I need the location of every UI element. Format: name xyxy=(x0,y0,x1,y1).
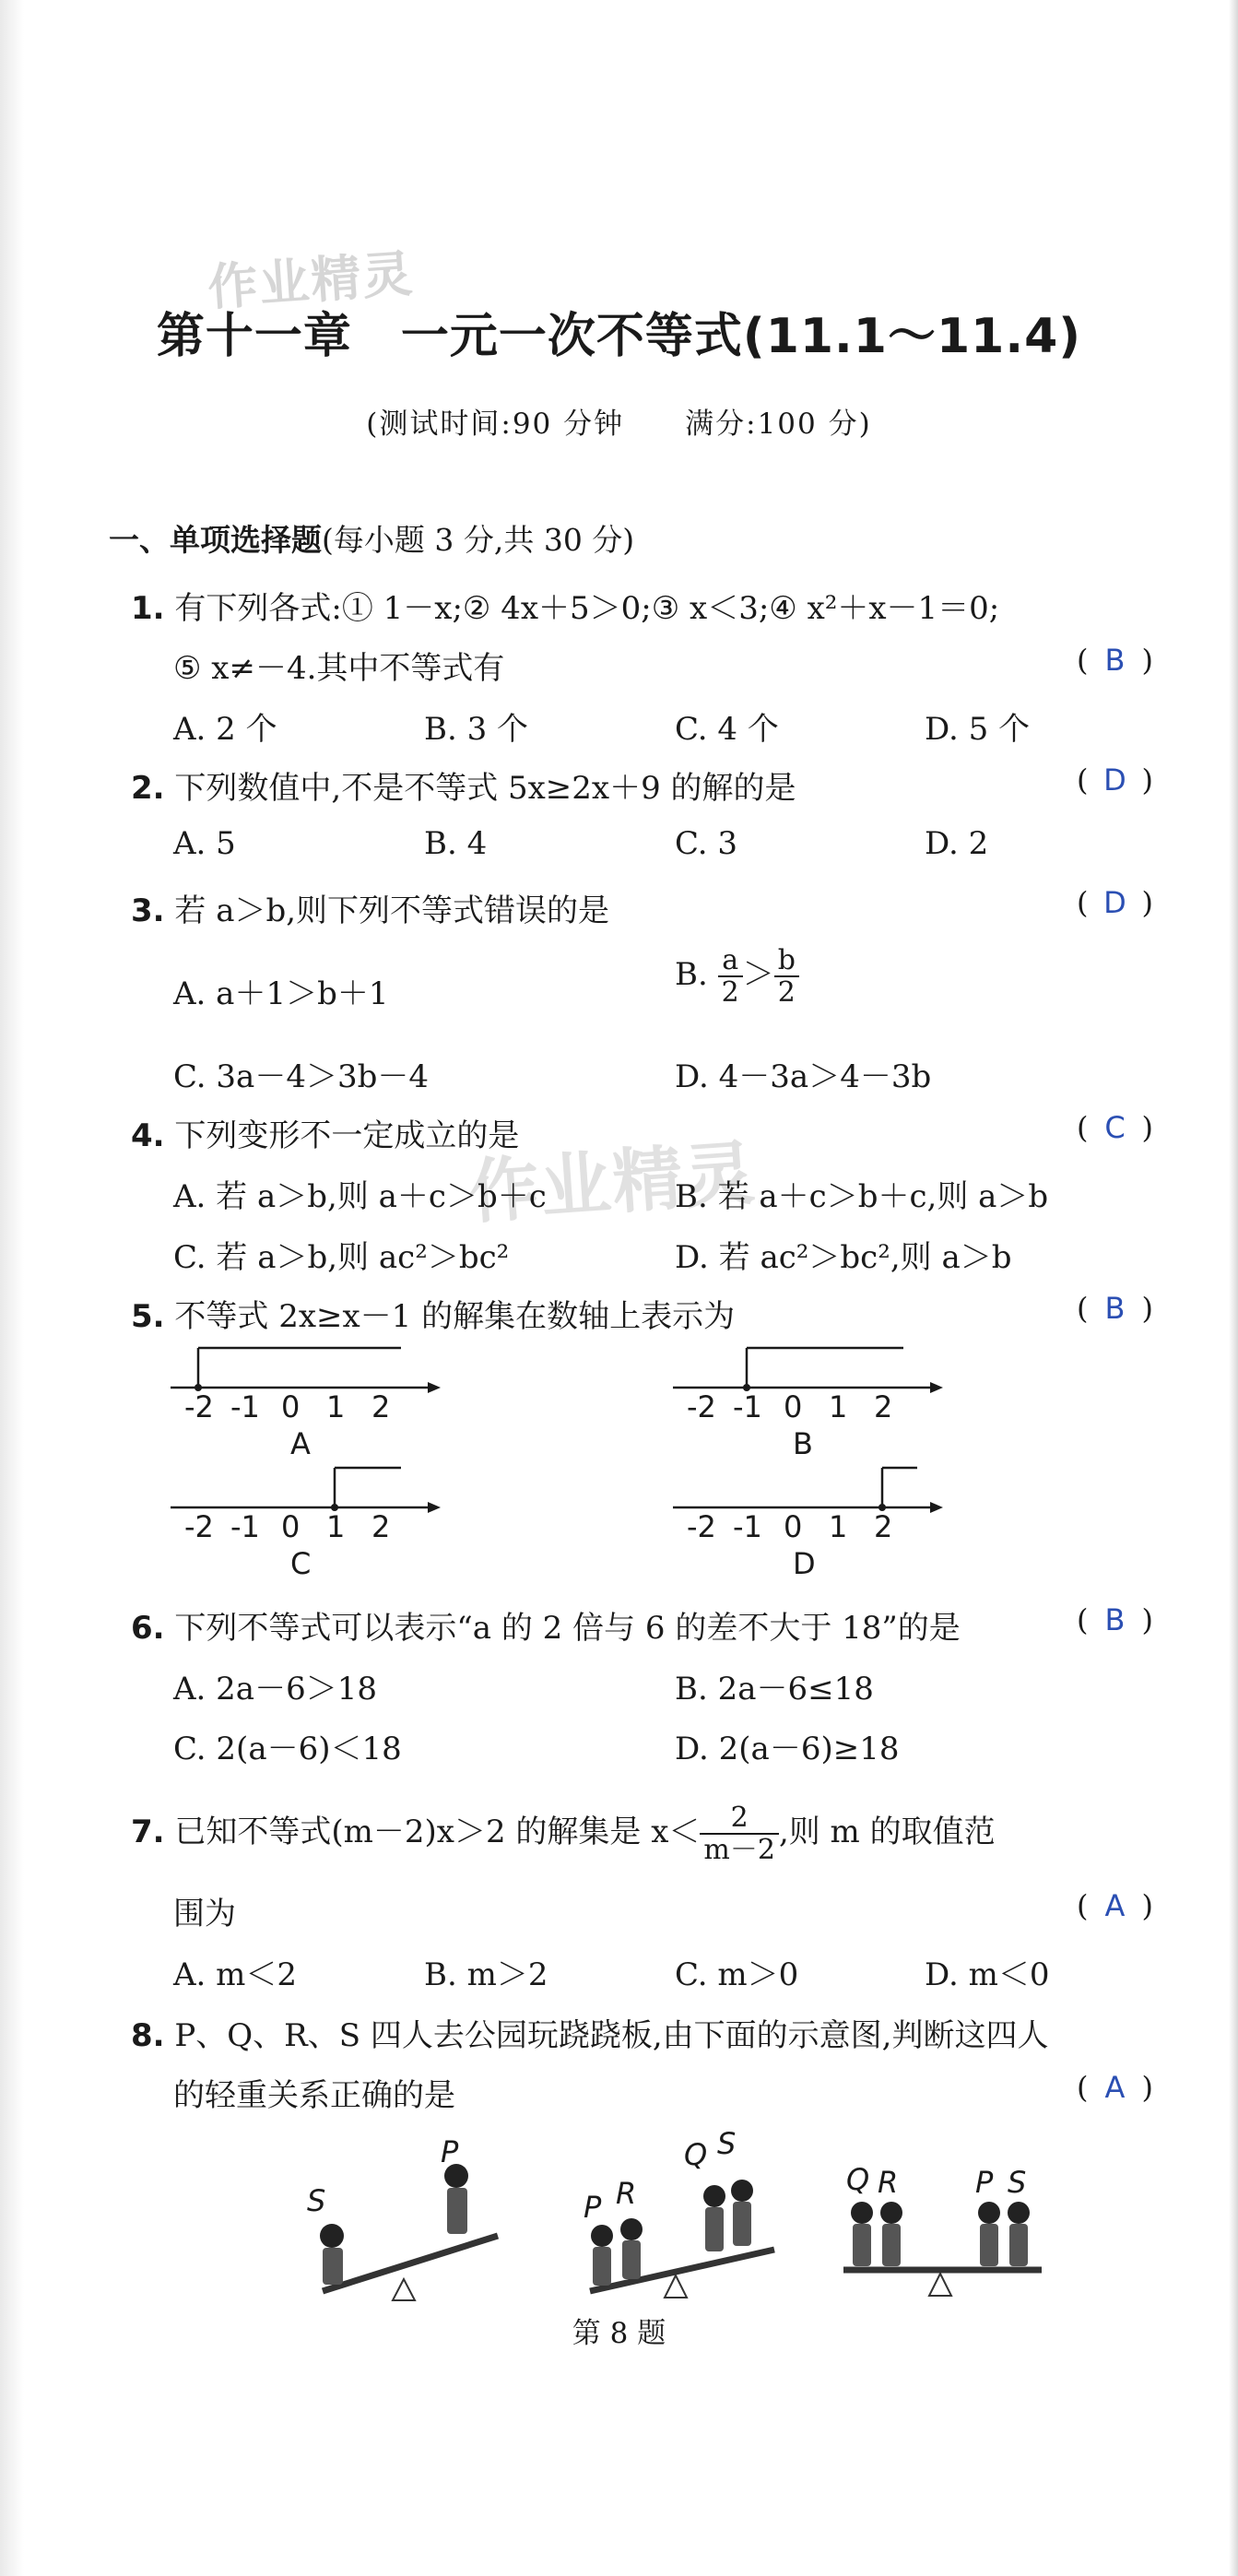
q6-option-b: B. 2a－6≤18 xyxy=(675,1671,874,1707)
person-s-body xyxy=(1009,2224,1028,2266)
person-r-head xyxy=(880,2202,902,2224)
q2-option-b: B. 4 xyxy=(424,825,488,862)
q2-answer: ( D ) xyxy=(1077,762,1153,798)
q3-option-b-frac2 xyxy=(774,945,799,1008)
tick-b-0: 0 xyxy=(784,1389,803,1424)
q6-line xyxy=(131,1602,961,1648)
q7-answer-value: A xyxy=(1104,1888,1126,1923)
tick-a-neg1: -1 xyxy=(230,1389,260,1424)
seesaw-figure-3 xyxy=(834,2121,1055,2314)
q6-option-c: C. 2(a－6)＜18 xyxy=(173,1731,402,1767)
q3-option-a: A. a＋1＞b＋1 xyxy=(173,975,389,1012)
q7-text-line2: 围为 xyxy=(173,1896,236,1932)
q3-answer-value: D xyxy=(1103,885,1126,920)
q8-line1 xyxy=(131,2010,1048,2055)
tick-b-neg2: -2 xyxy=(687,1389,716,1424)
q4-answer: ( C ) xyxy=(1077,1110,1153,1145)
q3-b-gt: ＞ xyxy=(742,956,774,993)
q3-text: 若 a＞b,则下列不等式错误的是 xyxy=(174,892,610,929)
q2-number: 2. xyxy=(131,770,165,807)
q6-answer-value: B xyxy=(1104,1602,1126,1637)
person-r-body xyxy=(882,2224,901,2266)
section-label: 一、单项选择题 xyxy=(109,522,322,558)
seesaw2-label-p: P xyxy=(584,2190,602,2225)
q1-answer: ( B ) xyxy=(1077,643,1153,678)
q7-frac-num: 2 xyxy=(700,1802,779,1835)
q3-answer: ( D ) xyxy=(1077,885,1153,920)
tick-b-1: 1 xyxy=(829,1389,848,1424)
q5-line xyxy=(131,1291,735,1336)
seesaw-pivot xyxy=(665,2275,687,2298)
person-q-body xyxy=(853,2224,871,2266)
q5-number: 5. xyxy=(131,1298,165,1335)
q4-option-a: A. 若 a＞b,则 a＋c＞b＋c xyxy=(173,1178,547,1215)
q1-number: 1. xyxy=(131,590,165,627)
q4-option-b: B. 若 a＋c＞b＋c,则 a＞b xyxy=(675,1178,1049,1215)
tick-d-neg1: -1 xyxy=(733,1509,762,1544)
q6-option-a: A. 2a－6＞18 xyxy=(173,1671,377,1707)
q7-number: 7. xyxy=(131,1814,165,1850)
q3-option-b-frac1 xyxy=(718,945,743,1008)
q5-answer-value: B xyxy=(1104,1291,1126,1326)
seesaw-pivot xyxy=(929,2274,951,2296)
q8-answer: ( A ) xyxy=(1077,2070,1153,2105)
page-edge-shadow-right xyxy=(1229,0,1238,2576)
person-p-body xyxy=(447,2188,467,2234)
q5-text: 不等式 2x≥x－1 的解集在数轴上表示为 xyxy=(174,1298,736,1335)
q7-option-a: A. m＜2 xyxy=(173,1956,298,1993)
q7-text-pre: 已知不等式(m－2)x＞2 的解集是 x＜ xyxy=(174,1814,701,1850)
q3-b-num1: a xyxy=(718,945,743,977)
q5-label-a: A xyxy=(290,1426,311,1461)
q3-b-num2: b xyxy=(774,945,799,977)
q3-option-b-prefix: B. xyxy=(675,956,708,993)
q2-text: 下列数值中,不是不等式 5x≥2x＋9 的解的是 xyxy=(174,770,796,807)
q5-label-c: C xyxy=(290,1546,312,1581)
seesaw-board xyxy=(590,2250,774,2291)
seesaw2-label-r: R xyxy=(616,2176,637,2211)
watermark-top: 作业精灵 xyxy=(206,244,417,317)
person-s-head xyxy=(731,2180,753,2202)
tick-a-neg2: -2 xyxy=(184,1389,214,1424)
q1-line1 xyxy=(131,583,999,628)
tick-b-neg1: -1 xyxy=(733,1389,762,1424)
tick-d-1: 1 xyxy=(829,1509,848,1544)
page-edge-shadow-left xyxy=(0,0,24,2576)
q6-answer: ( B ) xyxy=(1077,1602,1153,1637)
person-s-body xyxy=(323,2248,343,2285)
tick-a-0: 0 xyxy=(281,1389,301,1424)
person-p-body xyxy=(593,2247,611,2286)
seesaw-figure-1 xyxy=(295,2121,516,2314)
q8-text-line1: P、Q、R、S 四人去公园玩跷跷板,由下面的示意图,判断这四人 xyxy=(174,2017,1049,2054)
person-r-body xyxy=(622,2240,641,2279)
axis-arrow xyxy=(930,1382,943,1393)
q4-option-d: D. 若 ac²＞bc²,则 a＞b xyxy=(675,1239,1012,1276)
q6-number: 6. xyxy=(131,1610,165,1647)
tick-a-1: 1 xyxy=(326,1389,346,1424)
q3-option-b xyxy=(675,945,799,1008)
q7-answer: ( A ) xyxy=(1077,1888,1153,1923)
q8-answer-value: A xyxy=(1104,2070,1126,2105)
q4-option-c: C. 若 a＞b,则 ac²＞bc² xyxy=(173,1239,510,1276)
q3-b-den2: 2 xyxy=(777,976,796,1009)
seesaw1-label-s: S xyxy=(307,2183,326,2218)
person-q-body xyxy=(705,2207,724,2251)
q7-option-d: D. m＜0 xyxy=(925,1956,1050,1993)
person-s-head xyxy=(320,2224,344,2248)
q3-b-den1: 2 xyxy=(721,976,739,1009)
seesaw3-label-p: P xyxy=(975,2165,994,2200)
q5-answer: ( B ) xyxy=(1077,1291,1153,1326)
q3-option-c: C. 3a－4＞3b－4 xyxy=(173,1058,429,1095)
seesaw3-label-q: Q xyxy=(846,2162,870,2197)
q3-line xyxy=(131,885,609,930)
tick-c-1: 1 xyxy=(326,1509,346,1544)
q7-frac-den: m－2 xyxy=(703,1834,775,1866)
axis-arrow xyxy=(428,1382,441,1393)
seesaw-pivot xyxy=(393,2279,415,2300)
seesaw2-label-q: Q xyxy=(684,2137,708,2172)
q2-option-a: A. 5 xyxy=(173,825,236,862)
tick-b-2: 2 xyxy=(874,1389,893,1424)
q4-line xyxy=(131,1110,519,1155)
q4-text: 下列变形不一定成立的是 xyxy=(174,1117,520,1154)
axis-arrow xyxy=(930,1502,943,1513)
person-q-head xyxy=(851,2202,873,2224)
q1-option-a: A. 2 个 xyxy=(173,711,277,748)
page-title: 第十一章 一元一次不等式(11.1～11.4) xyxy=(156,309,1082,364)
q1-text-line1: 有下列各式:① 1－x;② 4x＋5＞0;③ x＜3;④ x²＋x－1＝0; xyxy=(174,590,1000,627)
seesaw3-label-s: S xyxy=(1008,2165,1027,2200)
q4-number: 4. xyxy=(131,1117,165,1154)
tick-c-neg2: -2 xyxy=(184,1509,214,1544)
q7-fraction xyxy=(700,1802,779,1865)
q7-option-c: C. m＞0 xyxy=(675,1956,799,1993)
q1-option-c: C. 4 个 xyxy=(675,711,779,748)
q2-option-d: D. 2 xyxy=(925,825,989,862)
person-s-head xyxy=(1008,2202,1030,2224)
q4-answer-value: C xyxy=(1104,1110,1126,1145)
q7-text-post: ,则 m 的取值范 xyxy=(778,1814,996,1850)
q1-option-b: B. 3 个 xyxy=(424,711,529,748)
q6-text: 下列不等式可以表示“a 的 2 倍与 6 的差不大于 18”的是 xyxy=(174,1610,961,1647)
q1-option-d: D. 5 个 xyxy=(925,711,1031,748)
q8-text-line2: 的轻重关系正确的是 xyxy=(173,2077,455,2114)
person-p-head xyxy=(591,2225,613,2247)
page-subtitle: (测试时间:90 分钟 满分:100 分) xyxy=(366,408,872,441)
q2-answer-value: D xyxy=(1103,762,1126,798)
tick-c-0: 0 xyxy=(281,1509,301,1544)
section-note: (每小题 3 分,共 30 分) xyxy=(322,522,635,558)
tick-d-0: 0 xyxy=(784,1509,803,1544)
person-p-head xyxy=(978,2202,1000,2224)
person-q-head xyxy=(703,2185,725,2207)
person-s-body xyxy=(733,2202,751,2246)
tick-c-2: 2 xyxy=(371,1509,391,1544)
q2-line xyxy=(131,762,796,808)
q6-option-d: D. 2(a－6)≥18 xyxy=(675,1731,900,1767)
watermark-middle: 作业精灵 xyxy=(466,1131,760,1234)
q3-option-d: D. 4－3a＞4－3b xyxy=(675,1058,932,1095)
section-heading xyxy=(109,516,634,560)
q7-line1 xyxy=(131,1802,996,1865)
seesaw1-label-p: P xyxy=(441,2134,459,2169)
q1-text-line2: ⑤ x≠－4.其中不等式有 xyxy=(173,650,505,687)
q1-answer-value: B xyxy=(1104,643,1126,678)
seesaw3-label-r: R xyxy=(878,2165,899,2200)
seesaw-board xyxy=(323,2236,498,2291)
q7-option-b: B. m＞2 xyxy=(424,1956,548,1993)
q5-label-d: D xyxy=(793,1546,816,1581)
q2-option-c: C. 3 xyxy=(675,825,738,862)
tick-d-neg2: -2 xyxy=(687,1509,716,1544)
tick-a-2: 2 xyxy=(371,1389,391,1424)
person-p-body xyxy=(980,2224,998,2266)
person-r-head xyxy=(620,2218,643,2240)
q3-number: 3. xyxy=(131,892,165,929)
seesaw2-label-s: S xyxy=(717,2126,737,2161)
figure-caption: 第 8 题 xyxy=(572,2317,666,2350)
tick-d-2: 2 xyxy=(874,1509,893,1544)
q5-label-b: B xyxy=(793,1426,813,1461)
q8-number: 8. xyxy=(131,2017,165,2054)
tick-c-neg1: -1 xyxy=(230,1509,260,1544)
axis-arrow xyxy=(428,1502,441,1513)
